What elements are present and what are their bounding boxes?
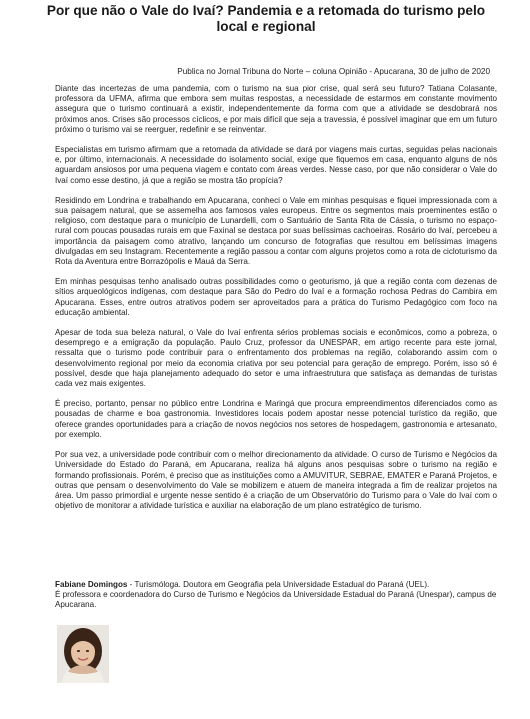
article-body [55,84,497,521]
paragraph: É preciso, portanto, pensar no público entre Londrina e Maringá que procura empreendimentos diferenciados como as pousadas de charme e boa gastronomia. Investidores locais podem apostar nesse potencial turístico da região, que oferece grandes oportunidades para a criação de novos negócios nos setores de hospedagem, gastronomia e artesanato, por exemplo. [55,399,497,439]
paragraph: Especialistas em turismo afirmam que a retomada da atividade se dará por viagens mais curtas, seguidas pelas nacionais e, por último, internacionais. A necessidade do isolamento social, exige que fiquemos em casa, enquanto alguns de nós aguardam ansiosos por uma pequena viagem e contato com áreas verdes. Nesse caso, por que não considerar o Vale do Ivaí como esse destino, já que a região se mostra tão propícia? [55,145,497,185]
paragraph: Em minhas pesquisas tenho analisado outras possibilidades como o geoturismo, já que a região conta com dezenas de sítios arqueológicos indígenas, com destaque para São do Pedro do Ivaí e a formação rochosa Pedras do Cambira em Apucarana. Esses, entre outros atrativos podem ser aproveitados para a prática do Turismo Pedagógico com foco na educação ambiental. [55,277,497,317]
paragraph: Por sua vez, a universidade pode contribuir com o melhor direcionamento da atividade. O curso de Turismo e Negócios da Universidade do Estado do Paraná, em Apucarana, realiza há alguns anos pesquisas sobre o turismo na região e formando profissionais. Porém, é preciso que as instituições como a AMUVITUR, SEBRAE, EMATER e Paraná Projetos, e outras que pensam o desenvolvimento do Vale se mobilizem e atuem de maneira integrada a fim de realizar projetos na área. Um passo primordial e urgente nesse sentido é a criação de um Observatório do Turismo para o Vale do Ivaí com o objetivo de monitorar a atividade turística e auxiliar na elaboração de um plano estratégico de turismo. [55,450,497,511]
author-bio [55,580,497,611]
author-credentials: - Turismóloga. Doutora em Geografia pela Universidade Estadual do Paraná (UEL). [127,580,430,589]
author-affiliation: É professora e coordenadora do Curso de Turismo e Negócios da Universidade Estadual do Paraná (Unespar), campus de Apucarana. [55,590,497,610]
article-title: Por que não o Vale do Ivaí? Pandemia e a retomada do turismo pelo local e regional [46,3,486,34]
author-name: Fabiane Domingos [55,580,128,589]
author-photo [57,625,109,683]
paragraph: Apesar de toda sua beleza natural, o Vale do Ivaí enfrenta sérios problemas sociais e econômicos, como a pobreza, o desemprego e a emigração da população. Paulo Cruz, professor da UNESPAR, em artigo recente para este jornal, ressalta que o turismo pode contribuir para o enfrentamento dos problemas na região, colaborando assim com o desenvolvimento regional por meio da economia criativa por seu potencial para geração de emprego. Porém, isso só é possível, desde que haja planejamento adequado do setor e uma infraestrutura que satisfaça as demandas de turistas cada vez mais exigentes. [55,328,497,389]
publication-info: Publica no Jornal Tribuna do Norte – coluna Opinião - Apucarana, 30 de julho de 2020 [177,67,490,76]
paragraph: Residindo em Londrina e trabalhando em Apucarana, conheci o Vale em minhas pesquisas e fiquei impressionada com a sua paisagem natural, que se assemelha aos famosos vales europeus. Entre os segmentos mais proeminentes estão o religioso, com destaque para o município de Lunardelli, com o Santuário de Santa Rita de Cássia, o turismo no espaço-rural com poucas pousadas rurais em que Faxinal se destaca por suas belíssimas cachoeiras. Rosário do Ivaí, percebeu a importância da paisagem como atrativo, lançando um concurso de fotografias que resultou em belíssimas imagens divulgadas em seu Instagram. Recentemente a região passou a contar com alguns projetos como a rota de cicloturismo da Rota da Aventura entre Borrazópolis e Mauá da Serra. [55,195,497,267]
paragraph: Diante das incertezas de uma pandemia, com o turismo na sua pior crise, qual será seu futuro? Tatiana Colasante, professora da UFMA, afirma que embora sem muitas respostas, a necessidade de estarmos em constante movimento assegura que o turismo continuará a existir, independentemente da forma com que a atividade se desdobrará nos próximos anos. Crises são processos cíclicos, e por mais difícil que seja a travessia, é possível imaginar que em um futuro próximo o turismo vai se reerguer, redefinir e se reinventar. [55,84,497,134]
